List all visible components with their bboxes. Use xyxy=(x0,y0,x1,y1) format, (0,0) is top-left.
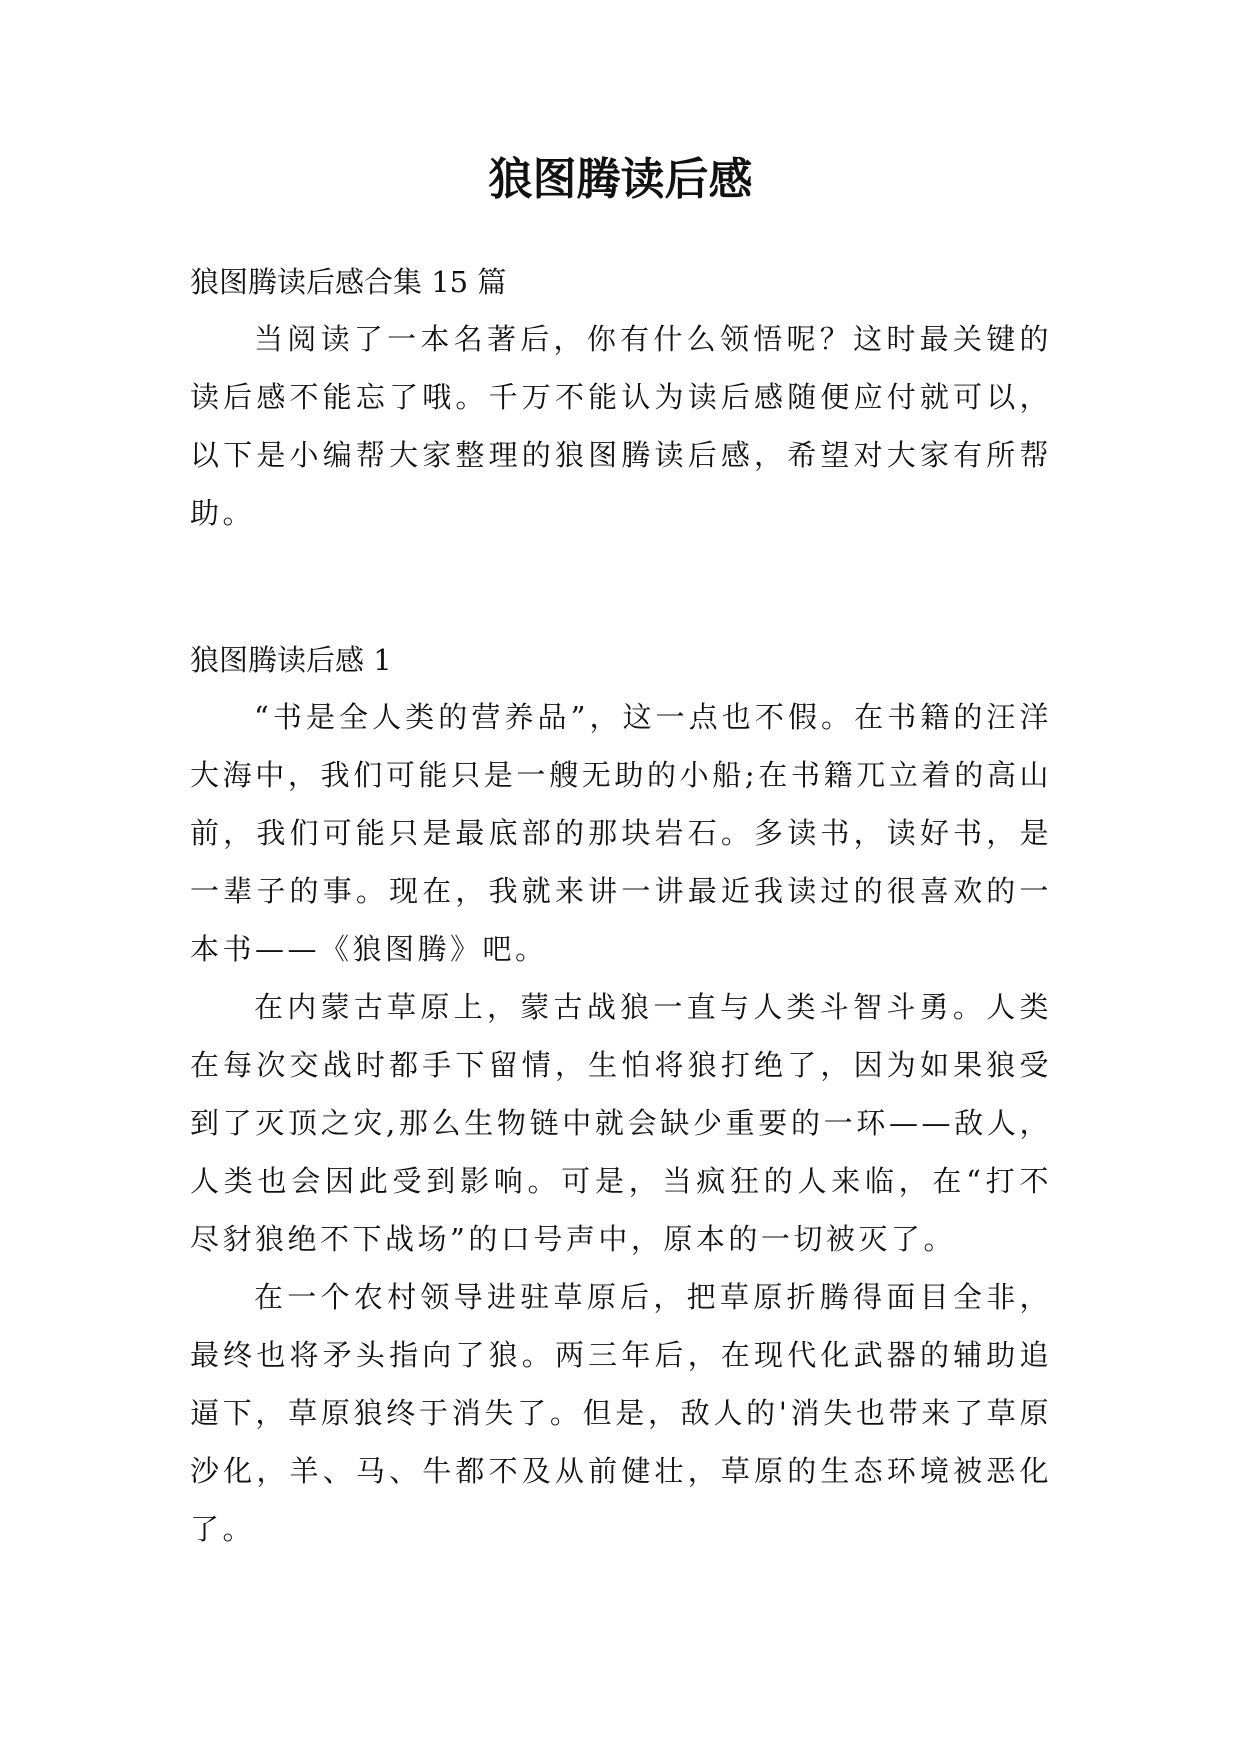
intro-heading: 狼图腾读后感合集 15 篇 xyxy=(190,265,507,299)
document-title: 狼图腾读后感 xyxy=(488,154,753,205)
intro-paragraph: 当阅读了一本名著后，你有什么领悟呢？这时最关键的读后感不能忘了哦。千万不能认为读后感随便应付就可以，以下是小编帮大家整理的狼图腾读后感，希望对大家有所帮助。 xyxy=(190,322,1052,530)
essay-1-paragraph-1: “书是全人类的营养品”，这一点也不假。在书籍的汪洋大海中，我们可能只是一艘无助的小船;在书籍兀立着的高山前，我们可能只是最底部的那块岩石。多读书，读好书，是一辈子的事。现在，我就来讲一讲最近我读过的很喜欢的一本书——《狼图腾》吧。 xyxy=(190,700,1052,966)
essay-1-paragraph-2: 在内蒙古草原上，蒙古战狼一直与人类斗智斗勇。人类在每次交战时都手下留情，生怕将狼打绝了，因为如果狼受到了灭顶之灾,那么生物链中就会缺少重要的一环——敌人，人类也会因此受到影响。可是，当疯狂的人来临，在“打不尽豺狼绝不下战场”的口号声中，原本的一切被灭了。 xyxy=(190,990,1052,1256)
essay-1-heading: 狼图腾读后感 1 xyxy=(190,643,392,677)
essay-1-paragraph-3: 在一个农村领导进驻草原后，把草原折腾得面目全非，最终也将矛头指向了狼。两三年后，在现代化武器的辅助追逼下，草原狼终于消失了。但是，敌人的'消失也带来了草原沙化，羊、马、牛都不及从前健壮，草原的生态环境被恶化了。 xyxy=(190,1280,1052,1546)
